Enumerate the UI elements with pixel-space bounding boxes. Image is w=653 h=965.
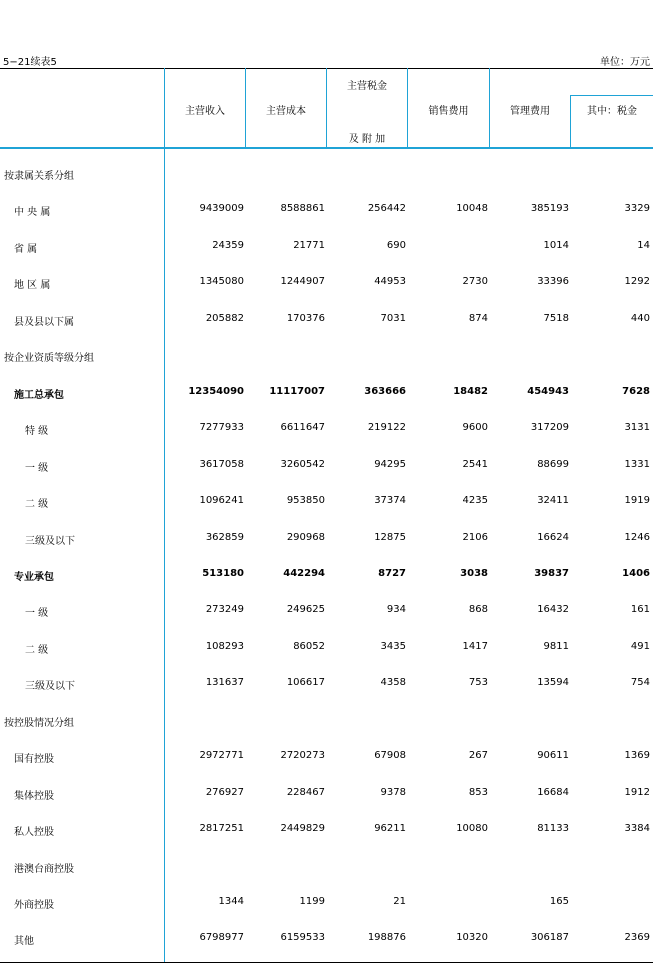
table-cell-mgmt_tax: 754 (630, 677, 650, 688)
table-row (0, 200, 653, 218)
table-cell-mgmt_tax: 440 (630, 313, 650, 324)
table-cell-revenue: 3617058 (199, 459, 244, 470)
table-row (0, 456, 653, 474)
table-cell-tax: 96211 (374, 823, 406, 834)
table-cell-revenue: 205882 (205, 313, 244, 324)
table-cell-mgmt: 13594 (537, 677, 569, 688)
row-label: 施工总承包 (14, 390, 64, 401)
table-cell-mgmt: 39837 (534, 568, 569, 579)
table-cell-cost: 86052 (293, 641, 325, 652)
table-cell-mgmt_tax: 2369 (624, 932, 650, 943)
table-cell-mgmt: 16624 (537, 532, 569, 543)
table-cell-revenue: 1344 (218, 896, 244, 907)
table-cell-tax: 12875 (374, 532, 406, 543)
table-row (0, 638, 653, 656)
table-cell-mgmt: 454943 (527, 386, 569, 397)
table-cell-cost: 106617 (286, 677, 325, 688)
row-label: 按企业资质等级分组 (4, 353, 94, 364)
row-label: 二 级 (25, 499, 49, 510)
table-row (0, 601, 653, 619)
row-label: 外商控股 (14, 900, 54, 911)
table-cell-mgmt_tax: 1406 (622, 568, 650, 579)
table-cell-revenue: 9439009 (199, 203, 244, 214)
table-cell-revenue: 2972771 (199, 750, 244, 761)
table-cell-tax: 934 (386, 604, 406, 615)
table-cell-tax: 67908 (374, 750, 406, 761)
table-cell-cost: 2449829 (280, 823, 325, 834)
table-cell-tax: 7031 (380, 313, 406, 324)
table-cell-cost: 953850 (286, 495, 325, 506)
table-cell-mgmt_tax: 491 (630, 641, 650, 652)
row-label: 地 区 属 (14, 280, 51, 291)
table-cell-mgmt: 88699 (537, 459, 569, 470)
col-header-tax-line1: 主营税金 (347, 81, 387, 92)
table-cell-cost: 1244907 (280, 276, 325, 287)
table-row (0, 346, 653, 364)
table-cell-revenue: 276927 (205, 787, 244, 798)
table-row (0, 747, 653, 765)
table-cell-cost: 228467 (286, 787, 325, 798)
table-row (0, 310, 653, 328)
table-cell-mgmt_tax: 1246 (624, 532, 650, 543)
table-cell-revenue: 12354090 (188, 386, 244, 397)
table-row (0, 784, 653, 802)
table-row (0, 419, 653, 437)
table-bottom-rule (0, 962, 653, 963)
table-cell-tax: 4358 (380, 677, 406, 688)
table-cell-mgmt: 1014 (543, 240, 569, 251)
table-cell-sales: 868 (468, 604, 488, 615)
table-cell-mgmt: 32411 (537, 495, 569, 506)
row-label: 专业承包 (14, 572, 54, 583)
table-cell-cost: 1199 (299, 896, 325, 907)
table-row (0, 929, 653, 947)
table-cell-cost: 6159533 (280, 932, 325, 943)
table-row (0, 893, 653, 911)
row-label: 其他 (14, 936, 34, 947)
table-cell-tax: 37374 (374, 495, 406, 506)
table-cell-tax: 363666 (364, 386, 406, 397)
table-cell-sales: 2106 (462, 532, 488, 543)
table-cell-cost: 21771 (293, 240, 325, 251)
table-cell-sales: 3038 (460, 568, 488, 579)
table-cell-sales: 4235 (462, 495, 488, 506)
table-cell-revenue: 131637 (205, 677, 244, 688)
table-cell-sales: 10320 (456, 932, 488, 943)
table-cell-cost: 290968 (286, 532, 325, 543)
table-cell-mgmt: 16684 (537, 787, 569, 798)
table-cell-mgmt_tax: 3384 (624, 823, 650, 834)
table-cell-revenue: 1345080 (199, 276, 244, 287)
table-cell-mgmt_tax: 1912 (624, 787, 650, 798)
row-label: 三级及以下 (25, 536, 75, 547)
table-cell-sales: 18482 (453, 386, 488, 397)
row-label: 按控股情况分组 (4, 718, 74, 729)
table-cell-revenue: 362859 (205, 532, 244, 543)
table-cell-mgmt: 90611 (537, 750, 569, 761)
table-cell-mgmt: 33396 (537, 276, 569, 287)
table-cell-mgmt_tax: 161 (630, 604, 650, 615)
table-cell-mgmt: 16432 (537, 604, 569, 615)
table-cell-tax: 690 (386, 240, 406, 251)
table-row (0, 820, 653, 838)
col-header-mgmt-tax: 其中：税金 (587, 106, 637, 117)
table-cell-cost: 3260542 (280, 459, 325, 470)
table-cell-mgmt: 385193 (530, 203, 569, 214)
table-cell-revenue: 24359 (212, 240, 244, 251)
table-cell-tax: 219122 (367, 422, 406, 433)
table-row (0, 565, 653, 583)
table-cell-mgmt_tax: 1331 (624, 459, 650, 470)
col-header-cost: 主营成本 (266, 106, 306, 117)
unit-label: 单位：万元 (600, 57, 650, 68)
header-subrule (570, 95, 653, 96)
table-cell-tax: 21 (393, 896, 406, 907)
table-cell-tax: 8727 (378, 568, 406, 579)
table-cell-tax: 44953 (374, 276, 406, 287)
table-cell-revenue: 6798977 (199, 932, 244, 943)
col-header-sales: 销售费用 (428, 106, 469, 117)
row-label: 集体控股 (14, 791, 54, 802)
row-label: 省 属 (14, 244, 38, 255)
row-label: 特 级 (25, 426, 49, 437)
table-cell-revenue: 108293 (205, 641, 244, 652)
page-header (3, 53, 650, 67)
table-cell-mgmt_tax: 1292 (624, 276, 650, 287)
table-cell-sales: 853 (468, 787, 488, 798)
table-cell-cost: 442294 (283, 568, 325, 579)
row-label: 按隶属关系分组 (4, 171, 74, 182)
table-cell-mgmt: 81133 (537, 823, 569, 834)
table-cell-mgmt_tax: 3329 (624, 203, 650, 214)
table-cell-tax: 94295 (374, 459, 406, 470)
table-row (0, 383, 653, 401)
table-cell-sales: 753 (468, 677, 488, 688)
row-label: 二 级 (25, 645, 49, 656)
table-cell-cost: 170376 (286, 313, 325, 324)
row-label: 三级及以下 (25, 681, 75, 692)
table-row (0, 529, 653, 547)
row-label: 中 央 属 (14, 207, 51, 218)
table-cell-sales: 2730 (462, 276, 488, 287)
table-cell-sales: 9600 (462, 422, 488, 433)
table-cell-sales: 10048 (456, 203, 488, 214)
table-cell-tax: 198876 (367, 932, 406, 943)
table-cell-mgmt: 9811 (543, 641, 569, 652)
table-row (0, 711, 653, 729)
row-label: 港澳台商控股 (14, 864, 74, 875)
row-label: 国有控股 (14, 754, 54, 765)
table-cell-cost: 6611647 (280, 422, 325, 433)
table-row (0, 273, 653, 291)
table-cell-cost: 249625 (286, 604, 325, 615)
table-cell-sales: 874 (468, 313, 488, 324)
table-cell-revenue: 7277933 (199, 422, 244, 433)
table-cell-cost: 8588861 (280, 203, 325, 214)
table-cell-mgmt: 7518 (543, 313, 569, 324)
col-header-mgmt: 管理费用 (510, 106, 550, 117)
row-label: 私人控股 (14, 827, 54, 838)
table-row (0, 674, 653, 692)
table-row (0, 857, 653, 875)
table-cell-tax: 256442 (367, 203, 406, 214)
table-cell-sales: 10080 (456, 823, 488, 834)
table-cell-revenue: 273249 (205, 604, 244, 615)
table-row (0, 237, 653, 255)
col-header-revenue: 主营收入 (185, 106, 225, 117)
table-cell-mgmt: 165 (549, 896, 569, 907)
table-cell-mgmt_tax: 7628 (622, 386, 650, 397)
table-row (0, 164, 653, 182)
table-cell-revenue: 2817251 (199, 823, 244, 834)
table-cell-cost: 2720273 (280, 750, 325, 761)
col-header-tax-line2: 及 附 加 (348, 134, 386, 145)
table-cell-revenue: 1096241 (199, 495, 244, 506)
table-cell-mgmt: 306187 (530, 932, 569, 943)
row-label: 一 级 (25, 463, 49, 474)
table-cell-sales: 1417 (462, 641, 488, 652)
table-cell-mgmt_tax: 1369 (624, 750, 650, 761)
table-cell-mgmt_tax: 14 (637, 240, 650, 251)
table-cell-mgmt_tax: 1919 (624, 495, 650, 506)
row-label: 县及县以下属 (14, 317, 74, 328)
row-label: 一 级 (25, 608, 49, 619)
table-cell-cost: 11117007 (269, 386, 325, 397)
table-row (0, 492, 653, 510)
table-cell-tax: 9378 (380, 787, 406, 798)
table-cell-sales: 2541 (462, 459, 488, 470)
table-cell-sales: 267 (468, 750, 488, 761)
table-id: 5−21续表5 (3, 57, 57, 68)
table-cell-tax: 3435 (380, 641, 406, 652)
table-cell-revenue: 513180 (202, 568, 244, 579)
table-cell-mgmt_tax: 3131 (624, 422, 650, 433)
table-cell-mgmt: 317209 (530, 422, 569, 433)
